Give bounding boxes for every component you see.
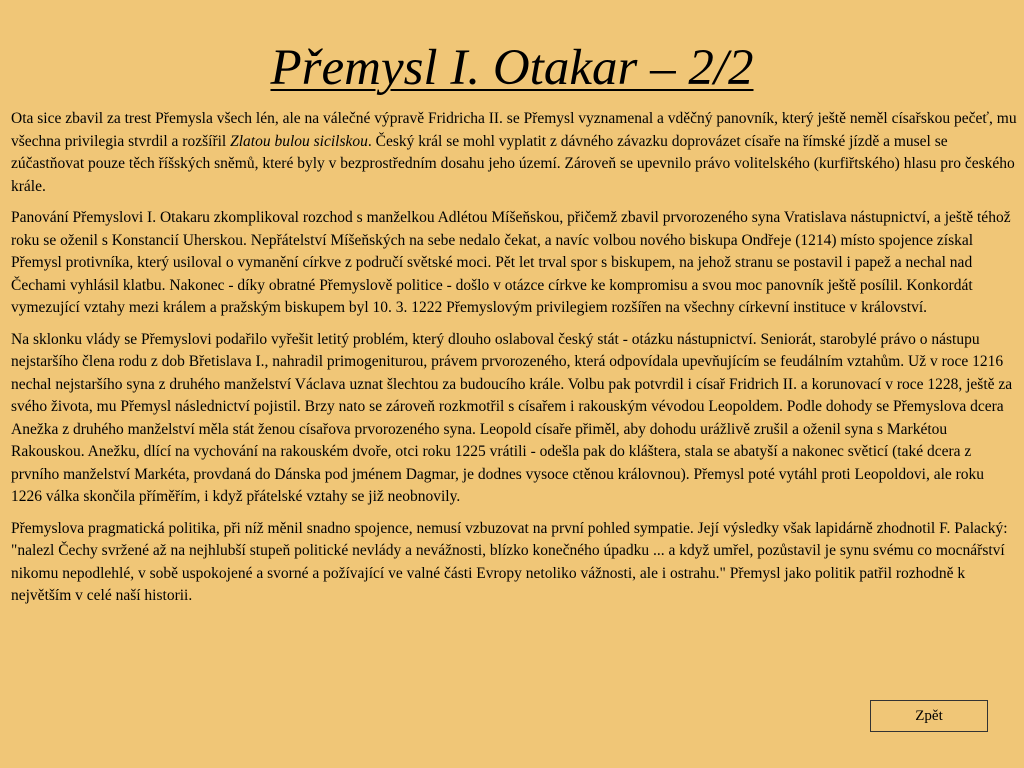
- slide-title-container: [0, 38, 1024, 98]
- paragraph-1-text-a: Ota sice zbavil za trest Přemysla všech lén, ale na válečné výpravě Fridricha II. se Přemysl vyznamenal a vděčný panovník, který ještě neměl císařskou pečeť, mu všechna privilegia stvrdil a rozšířil: [11, 110, 1017, 150]
- paragraph-1: [11, 108, 1017, 198]
- paragraph-3: Na sklonku vlády se Přemyslovi podařilo vyřešit letitý problém, který dlouho oslaboval český stát - otázku nástupnictví. Seniorát, starobylé právo o nástupu nejstaršího člena rodu z dob Břetislava I., nahradil primogeniturou, právem prvorozeného, která odpovídala upevňujícím se feudálním vztahům. Už v roce 1216 nechal nejstaršího syna z druhého manželství Václava uznat šlechtou za budoucího krále. Volbu pak potvrdil i císař Fridrich II. a korunovací v roce 1228, ještě za svého života, mu Přemysl následnictví pojistil. Brzy nato se zároveň rozkmotřil s císařem i rakouským vévodou Leopoldem. Podle dohody se Přemyslova dcera Anežka z druhého manželství měla stát ženou císařova prvorozeného syna. Leopold císaře přiměl, aby dohodu urážlivě zrušil a oženil syna s Markétou Rakouskou. Anežku, dlící na vychování na rakouském dvoře, otci roku 1225 vrátili - odešla pak do kláštera, stala se abatyší a nakonec světicí (také dcera z prvního manželství Markéta, provdaná do Dánska pod jménem Dagmar, je dodnes vysoce ctěnou královnou). Přemysl poté vytáhl proti Leopoldovi, ale roku 1226 válka skončila příměřím, i když přátelské vztahy se již neobnovily.: [11, 330, 1013, 505]
- paragraph-1-italic: Zlatou bulou sicilskou: [230, 132, 368, 150]
- slide-body: [11, 108, 1017, 617]
- back-button[interactable]: Zpět: [870, 700, 988, 732]
- paragraph-1-text-b: . Český král se mohl vyplatit z dávného závazku doprovázet císaře na římské jízdě a musel se zúčastňovat pouze těch říšských sněmů, které byly v bezprostředním dosahu jeho území. Zároveň se upevnilo právo volitelského (kurfiřtského) hlasu pro českého krále.: [11, 132, 1015, 195]
- paragraph-4: Přemyslova pragmatická politika, při níž měnil snadno spojence, nemusí vzbuzovat na první pohled sympatie. Její výsledky však lapidárně zhodnotil F. Palacký: "nalezl Čechy svržené až na nejhlubší stupeň politické nevlády a nevážnosti, blízko konečného úpadku ... a když umřel, pozůstavil je synu svému co mocnářství nikomu nepodlehlé, v sobě uspokojené a svorné a požívající ve valné části Evropy netoliko vážnosti, ale i ostrahu." Přemysl jako politik patřil rozhodně k největším v celé naší historii.: [11, 519, 1008, 604]
- paragraph-2: Panování Přemyslovi I. Otakaru zkomplikoval rozchod s manželkou Adlétou Míšeňskou, přičemž zbavil prvorozeného syna Vratislava nástupnictví, a ještě téhož roku se oženil s Konstancií Uherskou. Nepřátelství Míšeňských na sebe nedalo čekat, a navíc volbou nového biskupa Ondřeje (1214) místo spojence získal Přemysl protivníka, který usiloval o vymanění církve z područí světské moci. Pět let trval spor s biskupem, na jehož stranu se postavil i papež a nechal nad Čechami vyhlásil klatbu. Nakonec - díky obratné Přemyslově politice - došlo v otázce církve ke kompromisu a svou moc panovník ještě posílil. Konkordát vymezující vztahy mezi králem a pražským biskupem byl 10. 3. 1222 Přemyslovým privilegiem rozšířen na všechny církevní instituce v království.: [11, 209, 1011, 316]
- slide-title: Přemysl I. Otakar – 2/2: [270, 40, 754, 96]
